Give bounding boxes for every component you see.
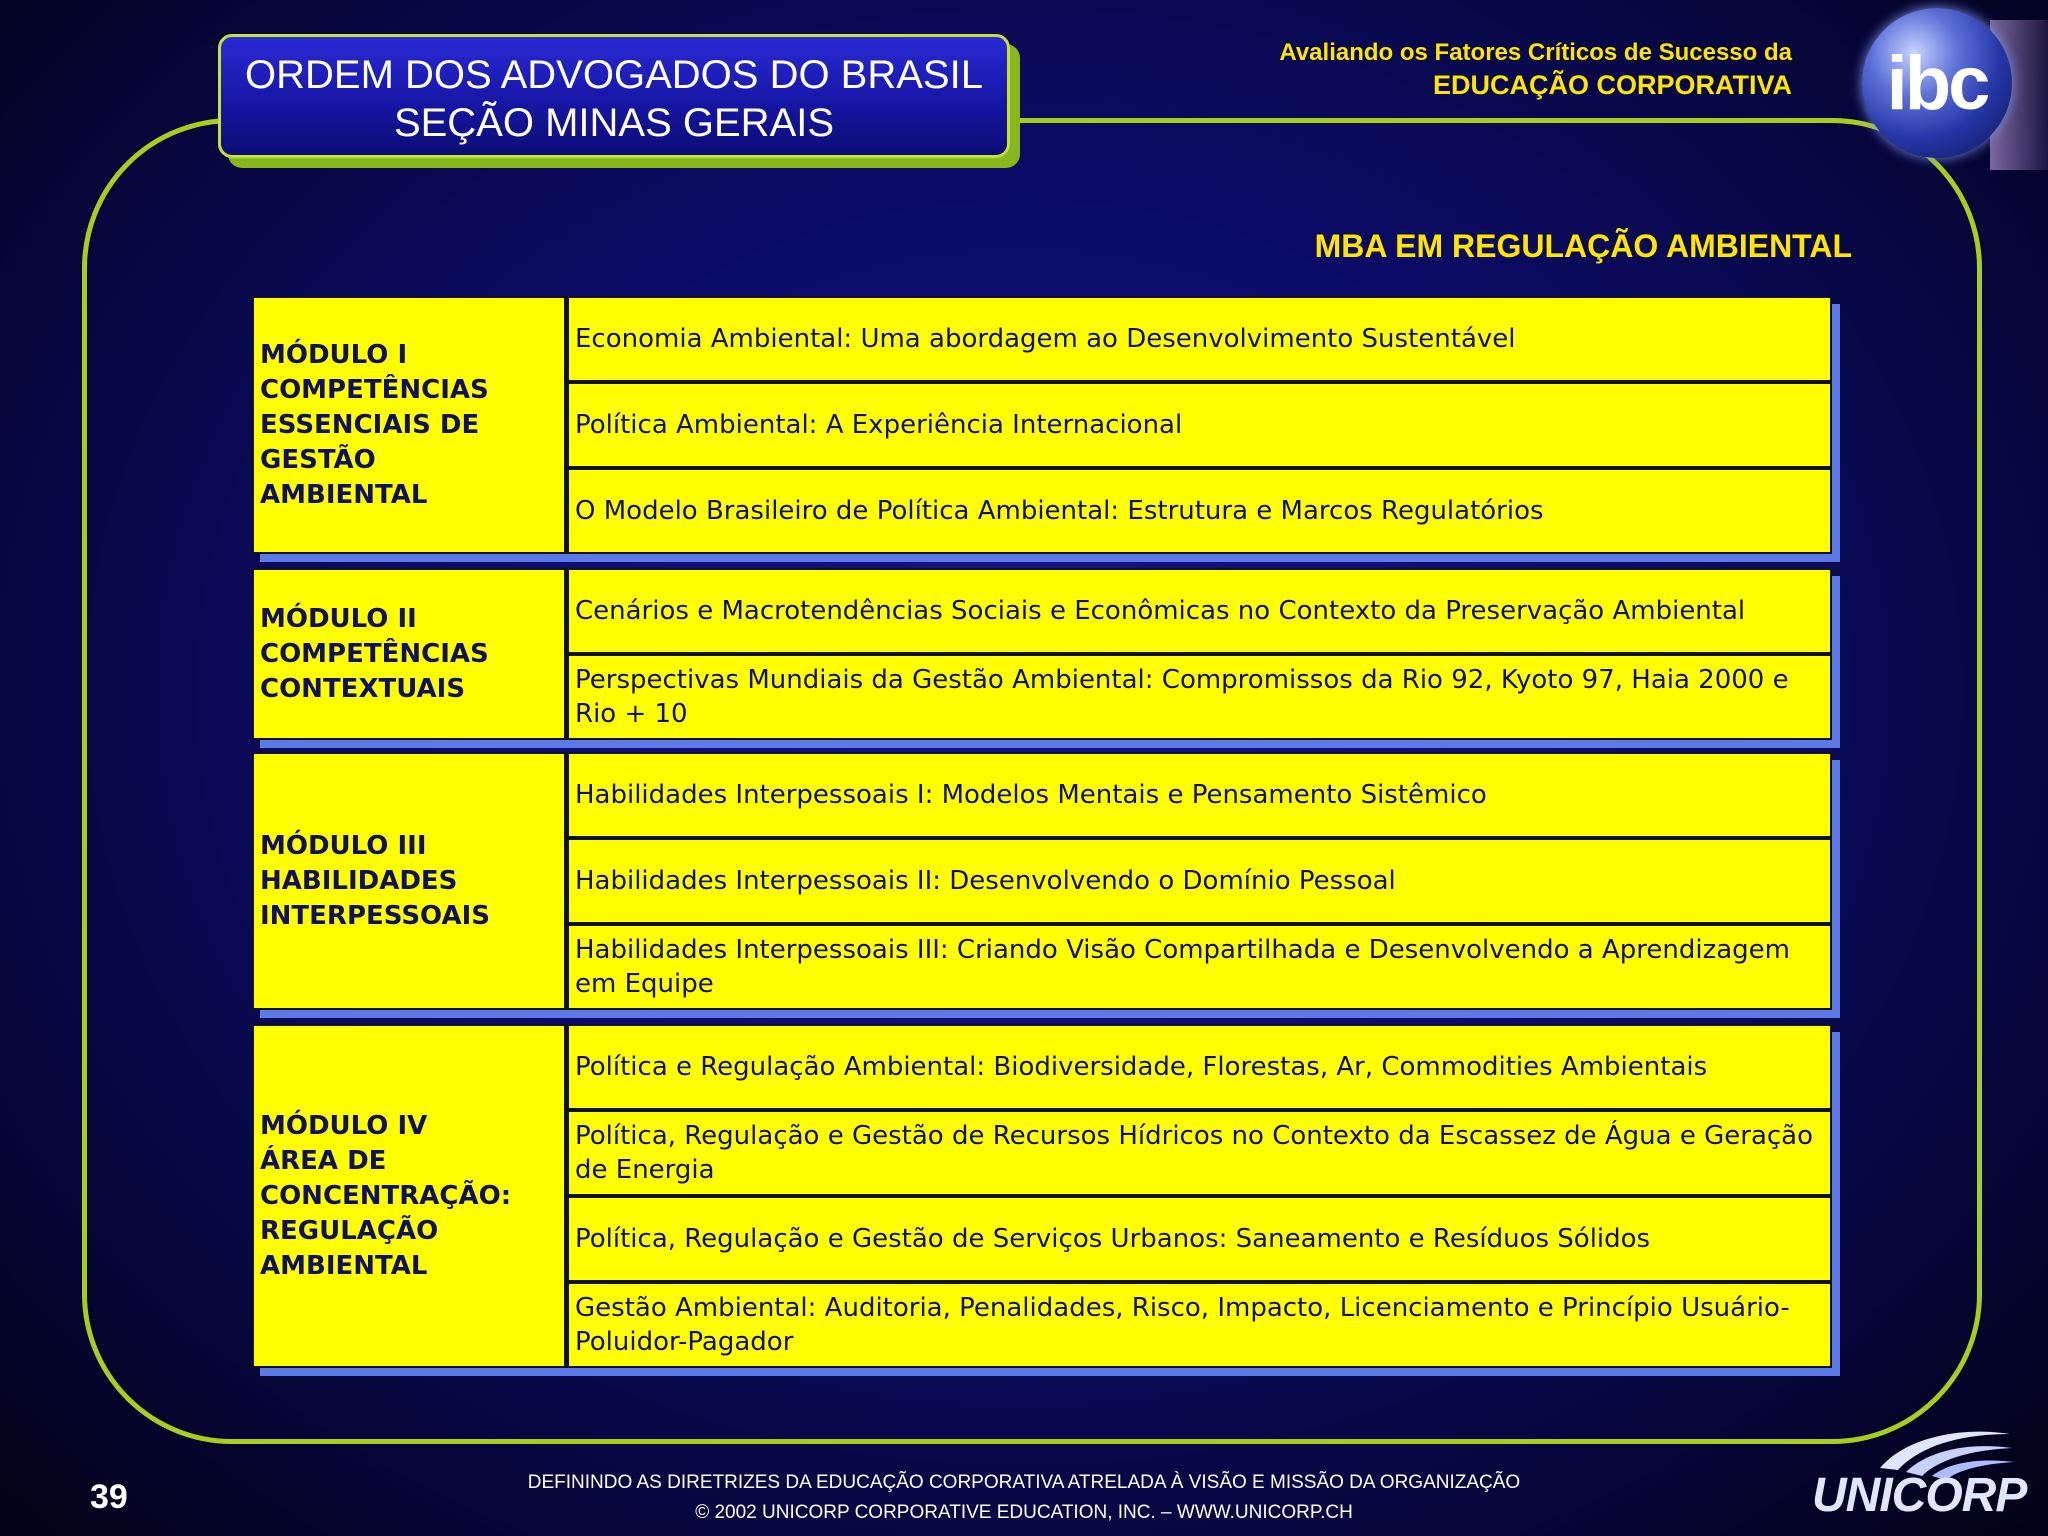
module-2-title: MÓDULO II COMPETÊNCIAS CONTEXTUAIS — [260, 603, 489, 704]
ibc-logo-text: ibc — [1886, 41, 1988, 126]
program-title: MBA EM REGULAÇÃO AMBIENTAL — [1314, 228, 1852, 264]
course-text: Economia Ambiental: Uma abordagem ao Desenvolvimento Sustentável — [575, 324, 1516, 354]
title-banner — [218, 34, 1010, 158]
course-text: Política, Regulação e Gestão de Serviços Urbanos: Saneamento e Resíduos Sólidos — [575, 1224, 1651, 1254]
course-text: Cenários e Macrotendências Sociais e Econômicas no Contexto da Preservação Ambiental — [575, 596, 1746, 626]
course-row — [566, 838, 1832, 924]
course-row — [566, 568, 1832, 654]
course-text: Política e Regulação Ambiental: Biodiversidade, Florestas, Ar, Commodities Ambientais — [575, 1052, 1708, 1082]
unicorp-logo-text: UNICORP — [1812, 1469, 2027, 1522]
module-4 — [252, 1024, 1832, 1368]
module-label — [252, 296, 566, 554]
module-1 — [252, 296, 1832, 554]
module-label — [252, 752, 566, 1010]
course-row — [566, 924, 1832, 1010]
module-4-courses — [566, 1024, 1832, 1368]
course-text: Habilidades Interpessoais I: Modelos Mentais e Pensamento Sistêmico — [575, 780, 1487, 810]
course-row — [566, 1196, 1832, 1282]
course-text: Política, Regulação e Gestão de Recursos Hídricos no Contexto da Escassez de Água e Geração de Energia — [575, 1121, 1814, 1185]
course-row — [566, 752, 1832, 838]
header-subtitle — [1279, 36, 1792, 102]
module-2-courses — [566, 568, 1832, 740]
title-line-1: ORDEM DOS ADVOGADOS DO BRASIL — [245, 53, 983, 97]
page-number: 39 — [90, 1478, 128, 1516]
module-1-title: MÓDULO I COMPETÊNCIAS ESSENCIAIS DE GESTÃO AMBIENTAL — [260, 339, 489, 510]
course-row — [566, 296, 1832, 382]
course-row — [566, 1024, 1832, 1110]
course-row — [566, 1110, 1832, 1196]
course-text: Gestão Ambiental: Auditoria, Penalidades, Risco, Impacto, Licenciamento e Princípio Usuário-Poluidor-Pagador — [575, 1293, 1790, 1357]
course-text: Habilidades Interpessoais II: Desenvolvendo o Domínio Pessoal — [575, 866, 1396, 896]
module-3-title: MÓDULO III HABILIDADES INTERPESSOAIS — [260, 830, 490, 931]
subtitle-line-1: Avaliando os Fatores Críticos de Sucesso da — [1279, 39, 1792, 66]
course-row — [566, 654, 1832, 740]
course-row — [566, 1282, 1832, 1368]
course-text: Habilidades Interpessoais III: Criando Visão Compartilhada e Desenvolvendo a Aprendizagem em Equipe — [575, 935, 1791, 999]
module-label — [252, 568, 566, 740]
subtitle-line-2: EDUCAÇÃO CORPORATIVA — [1432, 70, 1792, 100]
footer-line-2: © 2002 UNICORP CORPORATIVE EDUCATION, INC. – WWW.UNICORP.CH — [695, 1502, 1353, 1523]
course-row — [566, 468, 1832, 554]
module-2 — [252, 568, 1832, 740]
footer-line-1: DEFININDO AS DIRETRIZES DA EDUCAÇÃO CORPORATIVA ATRELADA À VISÃO E MISSÃO DA ORGANIZAÇÃO — [527, 1472, 1521, 1493]
course-text: O Modelo Brasileiro de Política Ambiental: Estrutura e Marcos Regulatórios — [575, 496, 1544, 526]
title-line-2: SEÇÃO MINAS GERAIS — [393, 101, 835, 145]
module-label — [252, 1024, 566, 1368]
ibc-logo — [1862, 8, 2012, 158]
course-text: Política Ambiental: A Experiência Internacional — [575, 410, 1183, 440]
module-4-title: MÓDULO IV ÁREA DE CONCENTRAÇÃO: REGULAÇÃO AMBIENTAL — [260, 1110, 512, 1281]
course-text: Perspectivas Mundiais da Gestão Ambiental: Compromissos da Rio 92, Kyoto 97, Haia 2000 e Rio + 10 — [575, 665, 1789, 729]
module-1-courses — [566, 296, 1832, 554]
course-row — [566, 382, 1832, 468]
module-3 — [252, 752, 1832, 1010]
module-3-courses — [566, 752, 1832, 1010]
